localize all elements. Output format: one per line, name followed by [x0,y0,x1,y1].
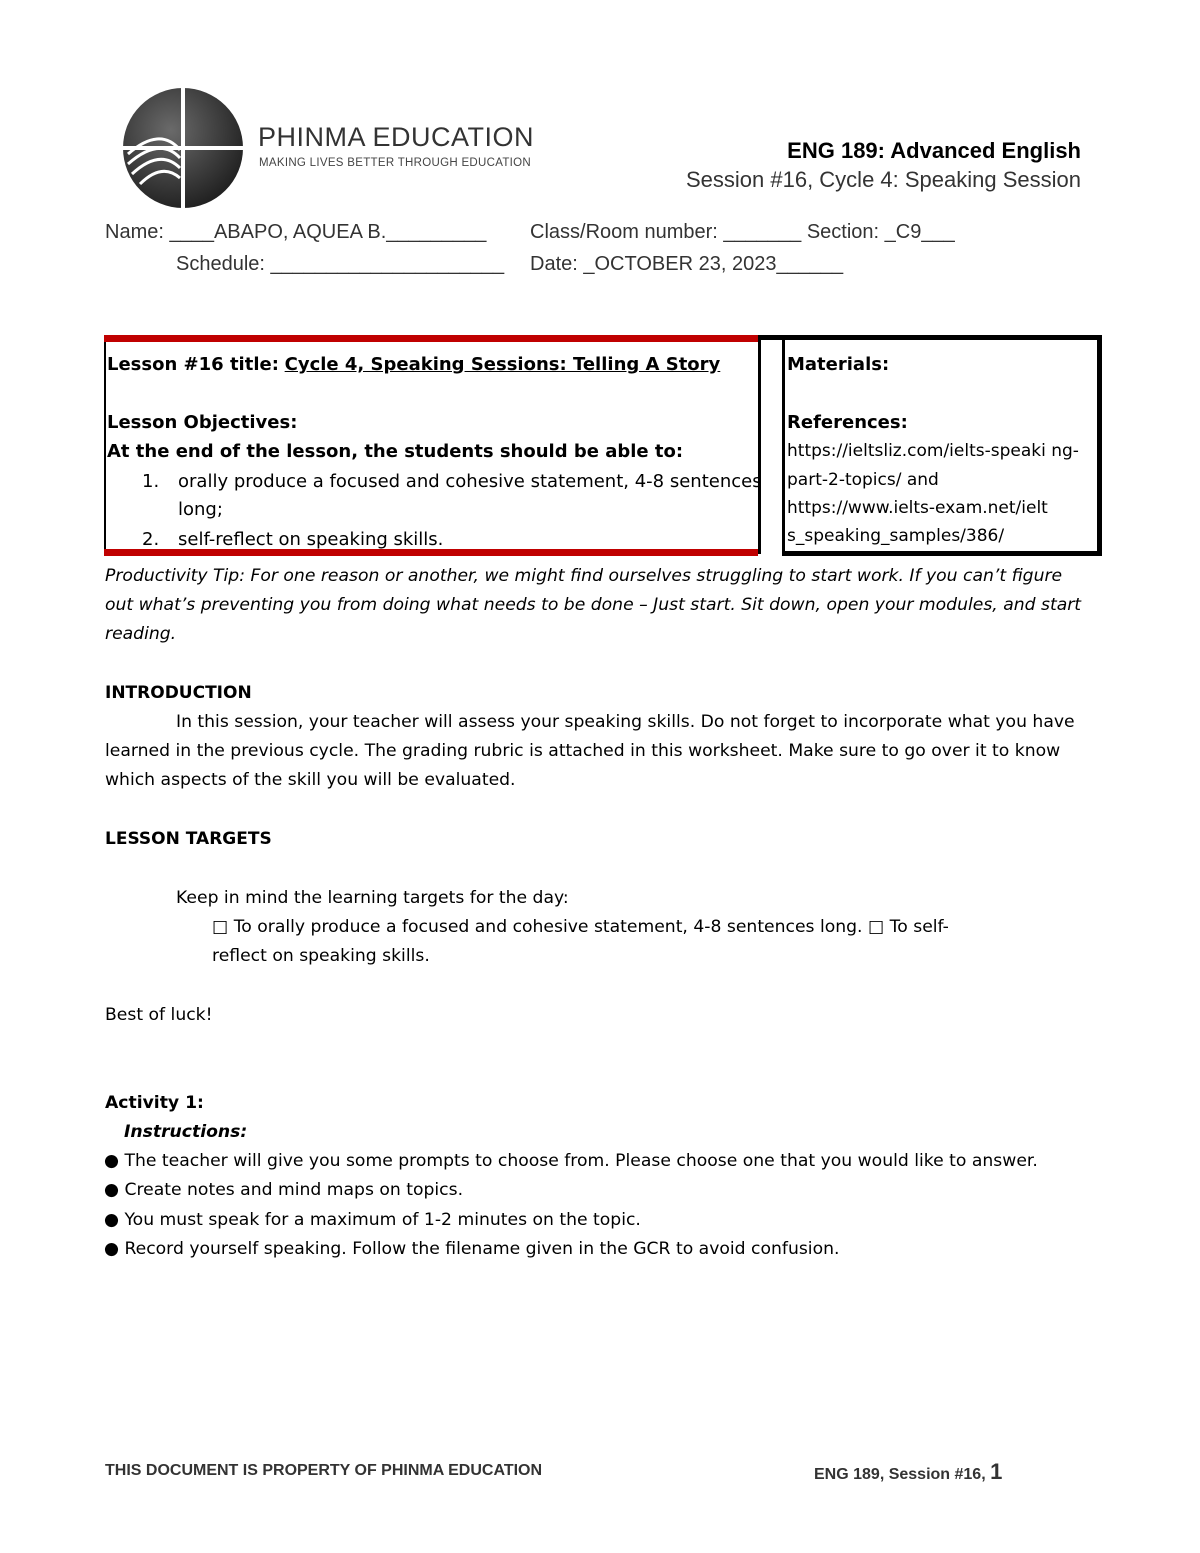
introduction-text: learned in the previous cycle. The grading rubric is attached in this worksheet. Make sure to go over it to know [105,741,1061,761]
date-label: Date: [530,253,578,275]
objective-number: 2. [142,529,160,550]
bullet-icon: ● [104,1210,119,1230]
bullet-icon: ● [104,1151,119,1171]
lesson-title-row [107,350,720,379]
lesson-title-label: Lesson #16 title: [107,354,279,375]
name-row [105,219,486,245]
activity-heading: Activity 1: [105,1093,204,1113]
lesson-box-divider [758,337,761,554]
closing-text: Best of luck! [105,1005,213,1025]
productivity-tip: Productivity Tip: For one reason or another, we might find ourselves struggling to start work. If you can’t figure [105,566,1063,586]
introduction-text: which aspects of the skill you will be evaluated. [105,770,516,790]
class-label: Class/Room number: [530,221,718,243]
reference-link[interactable]: https://ieltsliz.com/ielts-speaki ng- [787,441,1079,461]
reference-link[interactable]: part-2-topics/ and [787,470,939,490]
brand-name: PHINMA EDUCATION [258,122,535,152]
introduction-text: In this session, your teacher will assess your speaking skills. Do not forget to incorporate what you have [176,712,1075,732]
date-row [530,251,843,277]
lesson-targets-intro: Keep in mind the learning targets for the day: [176,888,569,908]
lesson-targets-heading: LESSON TARGETS [105,829,272,849]
section-label: Section: [806,221,880,243]
lesson-box-top-border [104,335,758,342]
productivity-tip: reading. [105,624,177,644]
objective-item: self-reflect on speaking skills. [178,529,444,550]
phinma-logo-icon [120,86,246,210]
session-title: Session #16, Cycle 4: Speaking Session [685,167,1081,192]
productivity-tip: out what’s preventing you from doing what needs to be done – Just start. Sit down, open your modules, and start [105,595,1082,615]
objectives-label: Lesson Objectives: [107,412,298,433]
schedule-label: Schedule: [176,253,265,275]
references-label: References: [787,412,908,433]
instruction-item: ● Create notes and mind maps on topics. [104,1180,464,1200]
footer-property-notice: THIS DOCUMENT IS PROPERTY OF PHINMA EDUCATION [105,1462,543,1479]
objective-item-continued: long; [178,499,223,520]
date-field[interactable]: _OCTOBER 23, 2023______ [583,253,844,275]
objective-item: orally produce a focused and cohesive statement, 4-8 sentences [178,471,762,492]
course-title: ENG 189: Advanced English [787,138,1081,163]
schedule-row [176,251,504,277]
lesson-title: Cycle 4, Speaking Sessions: Telling A Story [284,354,721,375]
materials-label: Materials: [787,354,890,375]
section-field[interactable]: _C9___ [884,221,955,243]
reference-link[interactable]: s_speaking_samples/386/ [787,526,1005,546]
materials-box-divider [782,337,785,554]
bullet-icon: ● [104,1239,119,1259]
lesson-target-item: □ To orally produce a focused and cohesive statement, 4-8 sentences long. □ To self- [212,917,949,937]
name-field[interactable]: ____ABAPO, AQUEA B._________ [169,221,487,243]
instruction-item: ● The teacher will give you some prompts to choose from. Please choose one that you would like to answer. [104,1151,1038,1171]
materials-box-top-border [758,335,1102,340]
brand-tagline: MAKING LIVES BETTER THROUGH EDUCATION [259,157,532,169]
lesson-target-item: reflect on speaking skills. [212,946,430,966]
instruction-item: ● You must speak for a maximum of 1-2 minutes on the topic. [104,1210,641,1230]
materials-box-bottom-border [782,551,1102,556]
instructions-label: Instructions: [124,1122,248,1142]
schedule-field[interactable]: _____________________ [270,253,505,275]
instruction-item: ● Record yourself speaking. Follow the filename given in the GCR to avoid confusion. [104,1239,840,1259]
reference-link[interactable]: https://www.ielts-exam.net/ielt [787,498,1048,518]
lesson-box-left-border [104,342,106,549]
page-number: 1 [990,1459,1003,1484]
objective-number: 1. [142,471,160,492]
footer-session: ENG 189, Session #16, [814,1466,986,1483]
objectives-intro: At the end of the lesson, the students should be able to: [107,441,684,462]
name-label: Name: [105,221,164,243]
class-field[interactable]: _______ [723,221,802,243]
materials-box-right-border [1097,335,1102,556]
class-row [530,219,955,245]
bullet-icon: ● [104,1180,119,1200]
footer-page-info [814,1459,1002,1485]
introduction-heading: INTRODUCTION [105,683,252,703]
